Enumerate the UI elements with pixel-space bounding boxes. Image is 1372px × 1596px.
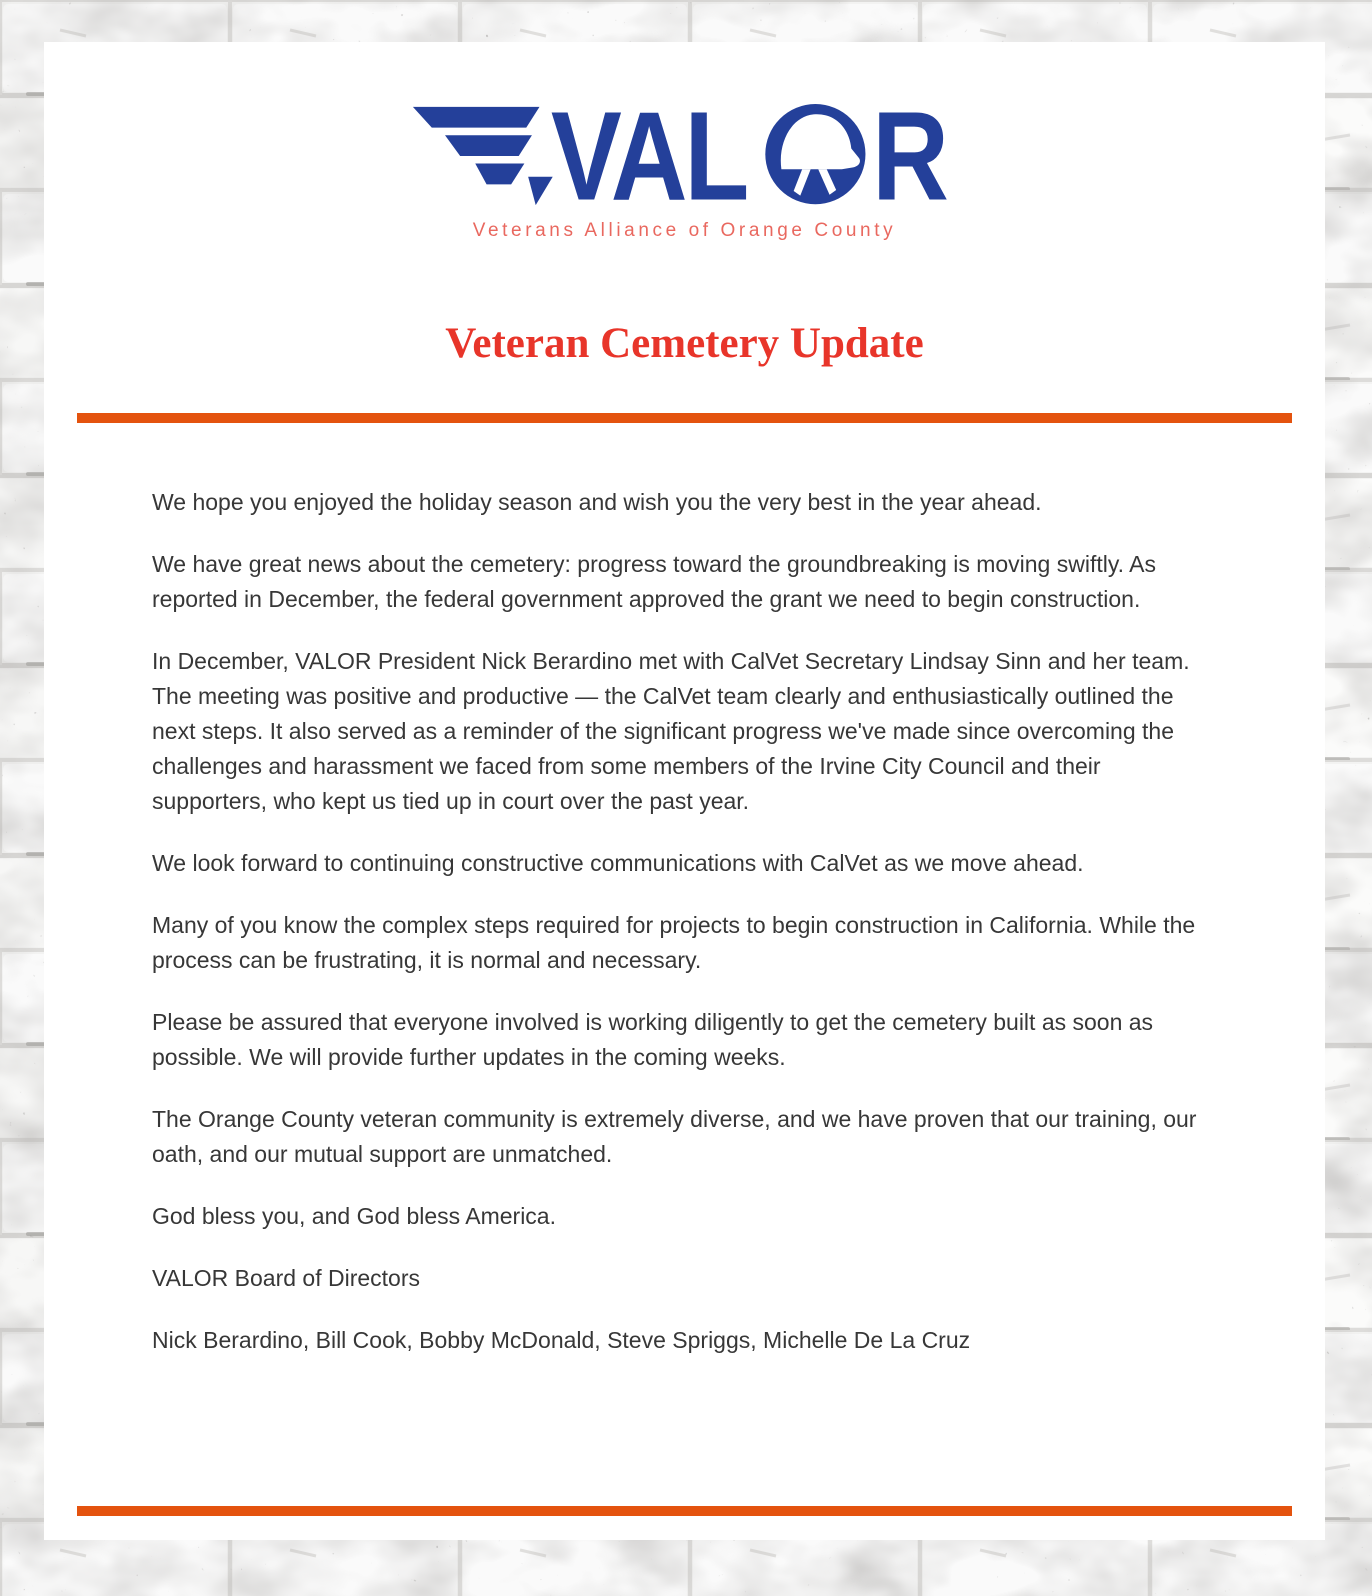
body-paragraphs (152, 485, 1200, 1358)
paragraph: Please be assured that everyone involved is working diligently to get the cemetery built as soon as possible. We will provide further updates in the coming weeks. (152, 1009, 1154, 1070)
valor-logo (44, 86, 1325, 214)
paragraph: We hope you enjoyed the holiday season and wish you the very best in the year ahead. (152, 489, 1042, 515)
paragraph: Many of you know the complex steps required for projects to begin construction in California. While the process can be frustrating, it is normal and necessary. (152, 912, 1196, 973)
wing-icon (412, 107, 552, 205)
brand-text-r: R (871, 86, 946, 209)
paragraph: The Orange County veteran community is extremely diverse, and we have proven that our training, our oath, and our mutual support are unmatched. (152, 1106, 1197, 1167)
paragraph: We have great news about the cemetery: progress toward the groundbreaking is moving swiftly. As reported in December, the federal government approved the grant we need to begin construction. (152, 551, 1156, 612)
paragraph: Nick Berardino, Bill Cook, Bobby McDonald, Steve Spriggs, Michelle De La Cruz (152, 1327, 971, 1353)
page-title: Veteran Cemetery Update (445, 320, 924, 367)
valor-logo-graphic (411, 86, 959, 209)
helmet-o-icon (765, 104, 865, 204)
newsletter-card (44, 42, 1325, 1540)
logo-tagline: Veterans Alliance of Orange County (472, 220, 897, 241)
paragraph: God bless you, and God bless America. (152, 1203, 556, 1229)
paragraph: We look forward to continuing constructive communications with CalVet as we move ahead. (152, 850, 1084, 876)
brand-text-val: VAL (550, 86, 746, 209)
bottom-divider (77, 1506, 1292, 1516)
top-divider (77, 413, 1292, 423)
paragraph: In December, VALOR President Nick Berardino met with CalVet Secretary Lindsay Sinn and her team. The meeting was positive and productive — the CalVet team clearly and enthusiastically outlined the next steps. It also served as a reminder of the significant progress we've made since overcoming the challenges and harassment we faced from some members of the Irvine City Council and their supporters, who kept us tied up in court over the past year. (152, 648, 1190, 814)
paragraph: VALOR Board of Directors (152, 1265, 421, 1291)
